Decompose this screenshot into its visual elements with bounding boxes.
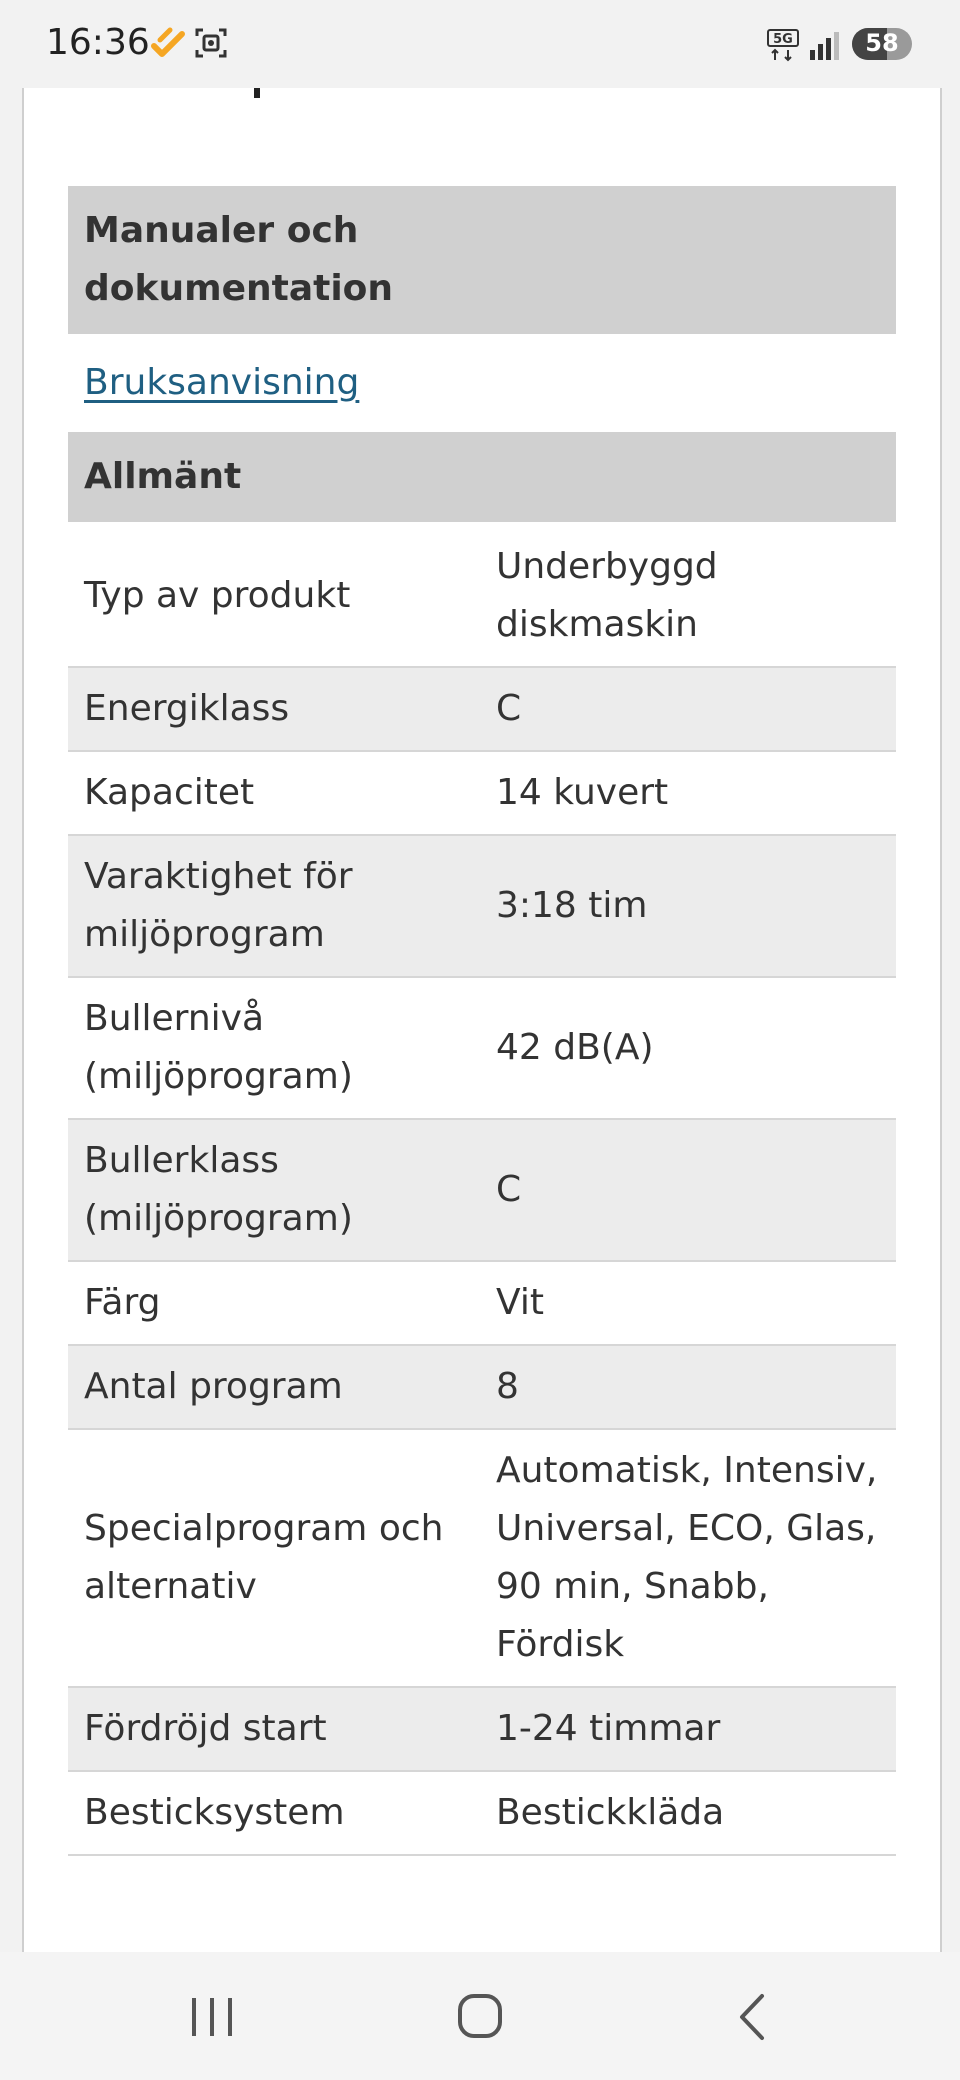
signal-icon [808, 30, 840, 60]
screen-scan-icon [194, 26, 228, 60]
bruksanvisning-link[interactable]: Bruksanvisning [84, 362, 360, 403]
spec-row [68, 1429, 896, 1687]
spec-label: Energiklass [68, 667, 480, 751]
spec-row [68, 1687, 896, 1771]
battery-icon [852, 28, 912, 60]
back-icon[interactable] [712, 1982, 792, 2052]
spec-row [68, 1345, 896, 1429]
spec-label: Bullernivå (miljöprogram) [68, 977, 480, 1119]
navigation-bar [0, 1952, 960, 2080]
spec-label: Bullerklass (miljöprogram) [68, 1119, 480, 1261]
spec-label: Antal program [68, 1345, 480, 1429]
spec-row [68, 667, 896, 751]
spec-row [68, 1261, 896, 1345]
5g-icon [766, 28, 800, 62]
spec-label: Specialprogram och alternativ [68, 1429, 480, 1687]
spec-content [22, 88, 942, 1952]
spec-label: Varaktighet för miljöprogram [68, 835, 480, 977]
spec-value: 3:18 tim [480, 835, 896, 977]
document-link-cell [68, 336, 480, 430]
spec-table [68, 186, 896, 1856]
recents-icon[interactable] [172, 1982, 252, 2052]
section-header [68, 430, 896, 524]
spec-row [68, 977, 896, 1119]
document-link-spacer [480, 336, 896, 430]
spec-label: Färg [68, 1261, 480, 1345]
status-time: 16:36 [46, 22, 150, 63]
battery-level: 58 [865, 29, 899, 57]
spec-row [68, 1119, 896, 1261]
spec-row [68, 835, 896, 977]
home-icon[interactable] [440, 1982, 520, 2052]
spec-row [68, 751, 896, 835]
spec-value: Underbyggd diskmaskin [480, 524, 896, 667]
section-header [68, 186, 896, 336]
spec-value: Bestickkläda [480, 1771, 896, 1855]
spec-row [68, 524, 896, 667]
section-header-spacer [480, 186, 896, 336]
clipped-heading-fragment [254, 88, 260, 98]
spec-row [68, 1771, 896, 1855]
spec-value: Automatisk, Intensiv, Universal, ECO, Glas, 90 min, Snabb, Fördisk [480, 1429, 896, 1687]
swoosh-app-icon [150, 26, 186, 62]
spec-value: 8 [480, 1345, 896, 1429]
status-bar [0, 0, 960, 88]
section-title: Manualer och dokumentation [68, 186, 480, 336]
spec-value: 14 kuvert [480, 751, 896, 835]
network-label: 5G [773, 32, 793, 47]
spec-label: Kapacitet [68, 751, 480, 835]
section-title: Allmänt [68, 430, 480, 524]
spec-value: C [480, 667, 896, 751]
section-header-spacer [480, 430, 896, 524]
spec-label: Besticksystem [68, 1771, 480, 1855]
spec-value: 1-24 timmar [480, 1687, 896, 1771]
spec-value: 42 dB(A) [480, 977, 896, 1119]
spec-value: Vit [480, 1261, 896, 1345]
spec-label: Typ av produkt [68, 524, 480, 667]
document-link-row [68, 336, 896, 430]
spec-value: C [480, 1119, 896, 1261]
spec-label: Fördröjd start [68, 1687, 480, 1771]
